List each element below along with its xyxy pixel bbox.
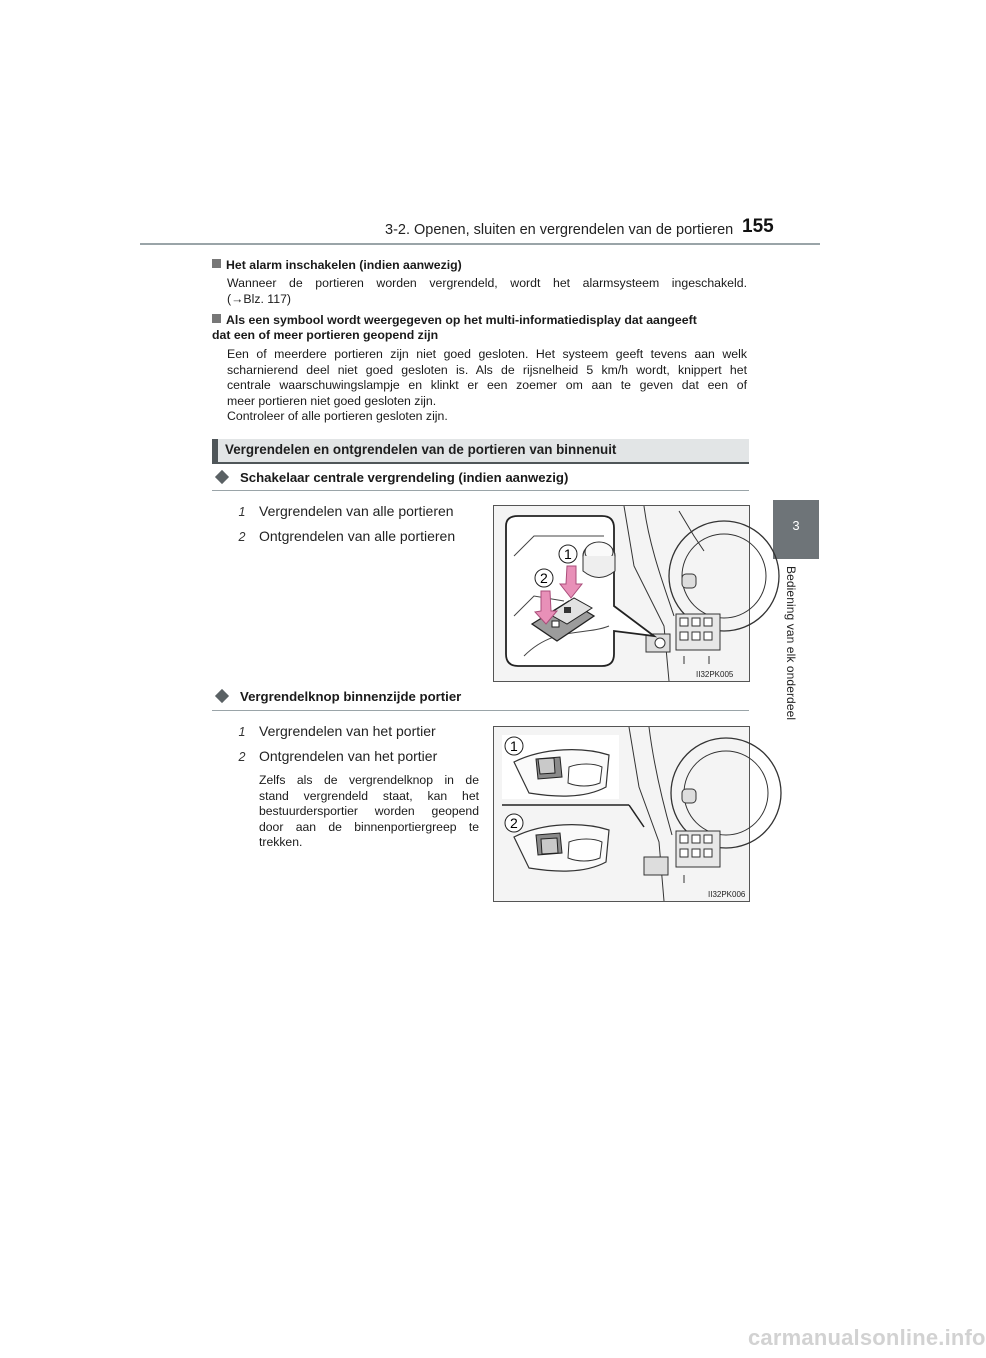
subsection-divider [212, 490, 749, 491]
header-divider [140, 243, 820, 245]
callout-label: 2 [510, 815, 518, 831]
callout-label: 1 [564, 546, 572, 562]
diamond-bullet-icon [215, 470, 229, 484]
step-number: 1 [238, 725, 246, 739]
bullet-door-symbol-body [227, 347, 747, 425]
square-bullet-icon [212, 259, 221, 268]
step-text: Vergrendelen van alle portieren [259, 503, 454, 519]
text-line: bestuurdersportier worden geopend [259, 804, 479, 819]
text-line: centrale waarschuwingslampje en klinkt er een zoemer om aan te geven dat een of [227, 378, 747, 393]
figure-code: II32PK005 [696, 670, 734, 679]
diamond-bullet-icon [215, 689, 229, 703]
figure-central-lock-switch [493, 505, 750, 682]
figure-code: II32PK006 [708, 890, 746, 899]
subsection-divider [212, 710, 749, 711]
figure-door-lock-knob [493, 726, 750, 902]
door-lock-knob-illustration [494, 727, 749, 901]
step-text: Ontgrendelen van het portier [259, 748, 438, 764]
footer-watermark: carmanualsonline.info [748, 1325, 986, 1350]
square-bullet-icon [212, 314, 221, 323]
step-number: 2 [238, 750, 246, 764]
text-line: Zelfs als de vergrendelknop in de [259, 773, 479, 787]
step-number: 1 [238, 505, 246, 519]
callout-label: 2 [540, 570, 548, 586]
central-lock-illustration [494, 506, 749, 681]
text-line: scharnierend deel niet goed gesloten is. Als de rijsnelheid 5 km/h wordt, knippert het [227, 362, 747, 377]
page-number: 155 [742, 216, 774, 237]
text-line: Een of meerdere portieren zijn niet goed gesloten. Het systeem geeft tevens aan welk [227, 347, 747, 361]
text-line: door aan de binnenportiergreep te [259, 819, 479, 834]
text-line: Wanneer de portieren worden vergrendeld, wordt het alarmsysteem ingeschakeld. [227, 276, 747, 290]
section-banner-title: Vergrendelen en ontgrendelen van de portieren van binnenuit [225, 442, 617, 457]
header-section-title: 3-2. Openen, sluiten en vergrendelen van de portieren [385, 222, 734, 238]
page-reference-link[interactable]: (→Blz. 117) [227, 291, 292, 306]
subsection-central-lock-title: Schakelaar centrale vergrendeling (indien aanwezig) [240, 470, 569, 485]
chapter-number: 3 [792, 518, 800, 533]
callout-label: 1 [510, 738, 518, 754]
lock-knob-note [259, 773, 479, 851]
bullet-alarm-title: Het alarm inschakelen (indien aanwezig) [212, 258, 752, 273]
bullet-alarm-body [227, 276, 747, 307]
step-number: 2 [238, 530, 246, 544]
text-line: meer portieren niet goed gesloten zijn. [227, 393, 437, 408]
text-line: trekken. [259, 835, 303, 850]
subsection-lock-knob-title: Vergrendelknop binnenzijde portier [240, 689, 462, 704]
chapter-label: Bediening van elk onderdeel [784, 566, 798, 721]
step-text: Vergrendelen van het portier [259, 723, 436, 739]
section-banner-marker [212, 439, 218, 464]
text-line: stand vergrendeld staat, kan het [259, 788, 479, 803]
text-line: Controleer of alle portieren gesloten zijn. [227, 409, 448, 424]
step-text: Ontgrendelen van alle portieren [259, 528, 456, 544]
bullet-door-symbol-title: Als een symbool wordt weergegeven op het multi-informatiedisplay dat aangeeft dat een of meer portieren geopend zijn [212, 313, 697, 342]
